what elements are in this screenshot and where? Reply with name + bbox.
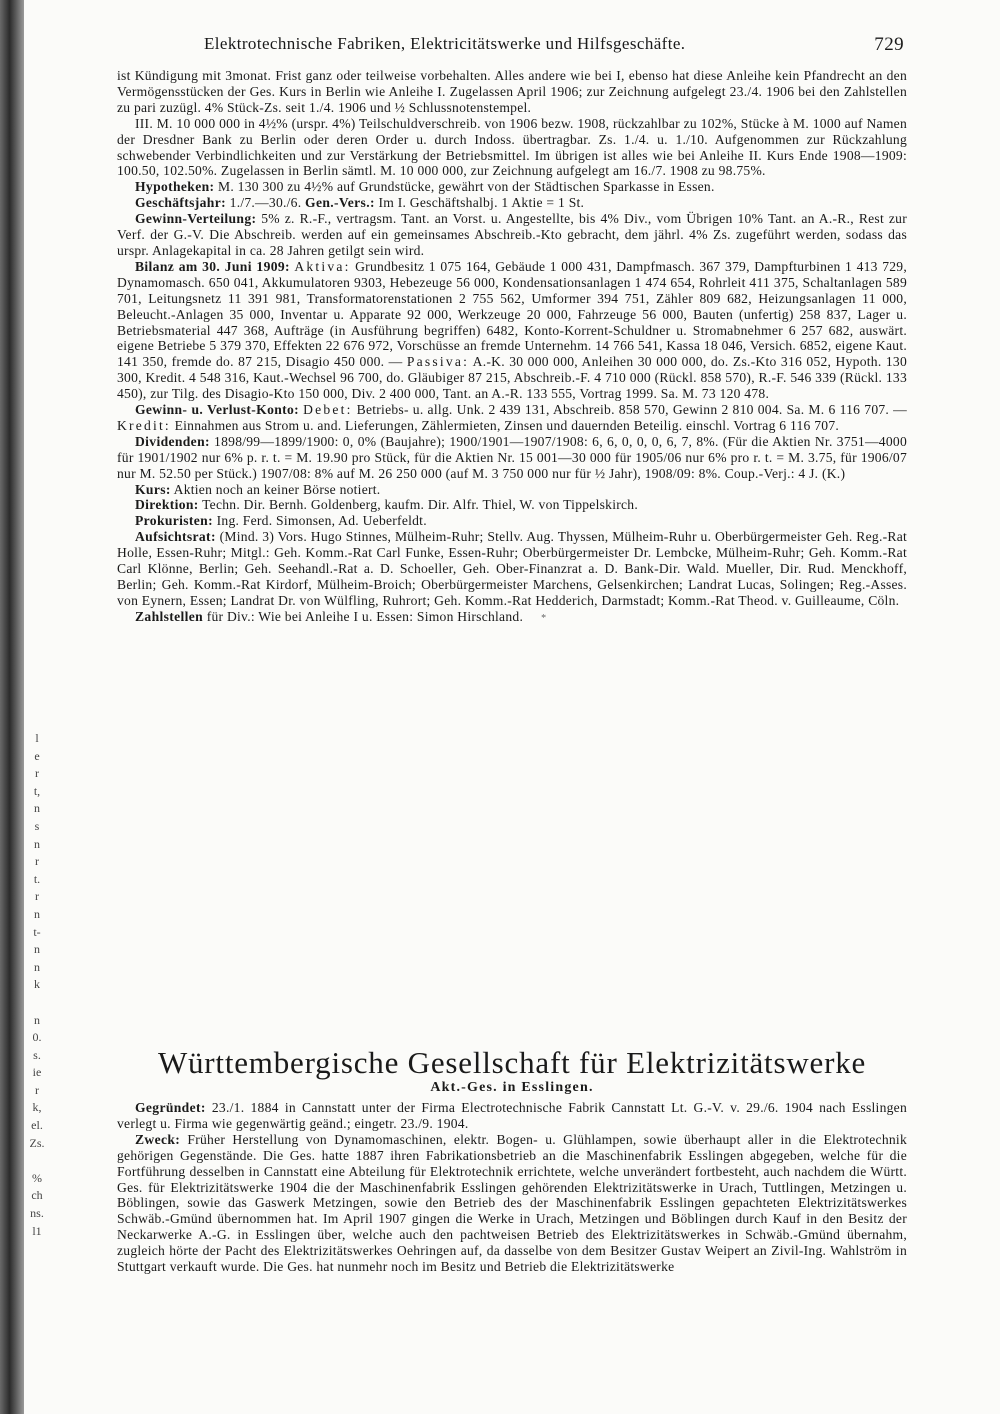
kurs-section xyxy=(117,482,907,498)
margin-fragment: n xyxy=(34,906,40,921)
margin-fragment: n xyxy=(34,1012,40,1027)
margin-fragment: t, xyxy=(33,783,41,798)
margin-fragment: k xyxy=(34,977,40,992)
gen-vers-text: Im I. Geschäftshalbj. 1 Aktie = 1 St. xyxy=(378,195,585,211)
margin-fragment: r xyxy=(35,766,39,781)
margin-fragment: r xyxy=(35,1082,39,1097)
dividenden-label: Dividenden: xyxy=(135,433,210,449)
prokuristen-label: Prokuristen: xyxy=(135,513,213,529)
margin-fragment: t- xyxy=(33,924,41,939)
margin-fragment: ie xyxy=(32,1065,42,1080)
company-entry-continued xyxy=(117,68,907,627)
margin-fragment: % xyxy=(32,1170,42,1185)
gegruendet-section xyxy=(117,1100,907,1132)
margin-fragment: 0. xyxy=(32,1030,42,1045)
previous-page-margin xyxy=(26,730,48,1240)
hypotheken-section xyxy=(117,179,907,195)
direktion-section xyxy=(117,497,907,513)
gewinn-verlust-section xyxy=(117,402,907,434)
section-title: Württembergische Gesellschaft für Elektrizitätswerke xyxy=(157,1045,867,1080)
margin-fragment: l1 xyxy=(32,1223,42,1238)
page-number: 729 xyxy=(874,34,904,55)
hypotheken-text: M. 130 300 zu 4½% auf Grundstücke, gewährt von der Städtischen Sparkasse in Essen. xyxy=(218,179,715,195)
asterisk-mark-icon: * xyxy=(541,612,547,624)
book-binding-edge xyxy=(0,0,24,1414)
zweck-label: Zweck: xyxy=(135,1131,181,1147)
bilanz-label: Bilanz am 30. Juni 1909: xyxy=(135,258,290,274)
gegruendet-label: Gegründet: xyxy=(135,1100,206,1115)
gewinn-verteilung-label: Gewinn-Verteilung: xyxy=(135,211,257,227)
aufsichtsrat-label: Aufsichtsrat: xyxy=(135,529,216,545)
gen-vers-label: Gen.-Vers.: xyxy=(305,195,375,211)
margin-fragment: n xyxy=(34,801,40,816)
margin-fragment xyxy=(26,1152,48,1170)
bond-paragraph-2: ist Kündigung mit 3monat. Frist ganz oder teilweise vorbehalten. Alles andere wie bei I, ebenso hat diese Anleihe kein Pfandrecht an den Vermögensstücken der Ges. Kurs in Berlin wie Anleihe I. Zugelassen April 1906; zur Zeichnung aufgelegt 23./4. 1906 bei den Zahlstellen zu pari zuzügl. 4% Stück-Zs. seit 1./4. 1906 und ½ Schlussnotenstempel. xyxy=(117,68,907,115)
margin-fragment: t. xyxy=(33,871,41,886)
prokuristen-section xyxy=(117,513,907,529)
margin-fragment: r xyxy=(35,854,39,869)
gegruendet-text: 23./1. 1884 in Cannstatt unter der Firma Electrotechnische Fabrik Cannstatt Lt. G.-V. v. 29./6. 1904 nach Esslingen verlegt u. Firma wie gegenwärtig geänd.; eingetr. 23./9. 1904. xyxy=(117,1100,907,1131)
gewinn-verlust-label: Gewinn- u. Verlust-Konto: xyxy=(135,402,300,418)
prokuristen-text: Ing. Ferd. Simonsen, Ad. Ueberfeldt. xyxy=(216,513,427,529)
kurs-label: Kurs: xyxy=(135,481,171,497)
kredit-label: Kredit: xyxy=(117,417,171,433)
margin-fragment: k, xyxy=(32,1100,42,1115)
margin-fragment: el. xyxy=(31,1118,43,1133)
geschaeftsjahr-text: 1./7.—30./6. xyxy=(229,195,302,211)
passiva-text: A.-K. 30 000 000, Anleihen 30 000 000, do. Zs.-Kto 316 052, Hypoth. 130 300, Kredit. 4 548 316, Kaut.-Wechsel 96 700, do. Gläubiger 87 215, Abschreib.-F. 4 710 000 (Rückl. 858 570), R.-F. 546 339 (Rückl. 133 450), zur Tilg. des Disagio-Kto 150 000, Div. 2 400 000, Tant. an A.-R. 133 555, Vortrag 1999. Sa. M. 73 120 478. xyxy=(117,354,907,402)
aufsichtsrat-text: (Mind. 3) Vors. Hugo Stinnes, Mülheim-Ruhr; Stellv. Aug. Thyssen, Mülheim-Ruhr u. Oberbürgermeister Geh. Reg.-Rat Holle, Essen-Ruhr; Mitgl.: Geh. Komm.-Rat Carl Funke, Essen-Ruhr; Oberbürgermeister Dr. Lembcke, Mülheim-Ruhr; Geh. Komm.-Rat Carl Klönne, Berlin; Geh. Seehandl.-Rat a. D. Schoeller, Geh. Ober-Finanzrat a. D. Bank-Dir. Wald. Mueller, Dir. Rud. Menckhoff, Berlin; Geh. Komm.-Rat Kirdorf, Mülheim-Broich; Oberbürgermeister Marchens, Gelsenkirchen; Landrat Lucas, Solingen; Reg.-Asses. von Eynern, Essen; Landrat Dr. von Wülfling, Ruhrort; Geh. Komm.-Rat Hedderich, Darmstadt; Komm.-Rat Theod. v. Guilleaume, Cöln. xyxy=(117,529,908,608)
margin-fragment: r xyxy=(35,889,39,904)
debet-text: Betriebs- u. allg. Unk. 2 439 131, Abschreib. 858 570, Gewinn 2 810 004. Sa. M. 6 116 707. — xyxy=(356,402,907,418)
geschaeftsjahr-label: Geschäftsjahr: xyxy=(135,195,226,211)
zweck-section xyxy=(117,1132,907,1275)
margin-fragment: ns. xyxy=(30,1206,44,1221)
margin-fragment: n xyxy=(34,942,40,957)
running-title: Elektrotechnische Fabriken, Elektricitätswerke und Hilfsgeschäfte. xyxy=(204,34,686,53)
margin-fragment: s xyxy=(34,818,40,833)
zahlstellen-text: für Div.: Wie bei Anleihe I u. Essen: Simon Hirschland. xyxy=(206,608,524,624)
dividenden-text: 1898/99—1899/1900: 0, 0% (Baujahre); 1900/1901—1907/1908: 6, 6, 0, 0, 0, 6, 7, 8%. (Für die Aktien Nr. 3751—4000 für 1901/1902 nur 6% p. r. t. = M. 19.90 pro Stück, für die Aktien Nr. 15 001—30 000 für 1905/06 nur 6% pro r. t. = M. 3.75, für 1906/07 nur M. 52.50 per Stück.) 1907/08: 8% auf M. 26 250 000 (auf M. 3 750 000 nur für ½ Jahr), 1908/09: 8%. Coup.-Verj.: 4 J. (K.) xyxy=(117,433,907,481)
margin-fragment: n xyxy=(34,959,40,974)
kredit-text: Einnahmen aus Strom u. and. Lieferungen, Zählermieten, Zinsen und dauernden Beteilig. einschl. Vortrag 6 116 707. xyxy=(174,417,840,433)
zweck-text: Früher Herstellung von Dynamomaschinen, elektr. Bogen- u. Glühlampen, sowie überhaupt aller in die Elektrotechnik gehörigen Gegenstände. Die Ges. hatte 1887 ihren Fabrikationsbetrieb an die Maschinenfabrik Esslingen abgegeben, welche für die Fortführung desselben in Cannstatt eine Abteilung für Elektrotechnik errichtete, welche unverändert fortbesteht, auch nachdem die Württ. Ges. für Elektrizitätswerke 1904 die der Maschinenfabrik Esslingen gehörenden Elektrizitätswerke in Urach, Tuttlingen, Metzingen u. Böblingen, sowie das Gaswerk Metzingen, sowie den Betrieb des der Maschinenfabrik Esslingen gepachteten Elektrizitätswerkes Schwäb.-Gmünd übernommen hat. Im April 1907 gingen die Werke in Urach, Metzingen und Böblingen durch Kauf in den Besitz der Neckarwerke A.-G. in Esslingen über, welche auch den pachtweisen Betrieb des Elektrizitätswerkes in Schwäb.-Gmünd übernahm, zugleich hörte der Pacht des Elektrizitätswerkes Oehringen auf, da dasselbe von dem Besitzer Gustav Weipert an Zivil-Ing. Wahlström in Stuttgart verkauft wurde. Die Ges. hat nunmehr noch im Besitz und Betrieb die Elektrizitätswerke xyxy=(117,1131,907,1275)
bond-paragraph-3: III. M. 10 000 000 in 4½% (urspr. 4%) Teilschuldverschreib. von 1906 bezw. 1908, rückzahlbar zu 102%, Stücke à M. 1000 auf Namen der Dresdner Bank zu Berlin oder deren Order u. durch Indoss. übertragbar. Zs. 1./4. u. 1./10. Aufgenommen zur Rückzahlung schwebender Verbindlichkeiten und zur Verstärkung der Betriebsmittel. Im übrigen ist alles wie bei Anleihe II. Kurs Ende 1908—1909: 100.50, 102.50%. Zugelassen in Berlin sämtl. M. 10 000 000, zur Zeichnung aufgelegt am 16./7. 1908 zu 98.75%. xyxy=(117,115,907,179)
aufsichtsrat-section xyxy=(117,529,907,609)
margin-fragment: l xyxy=(35,731,39,745)
dividenden-section xyxy=(117,434,907,482)
zahlstellen-label: Zahlstellen xyxy=(135,608,204,624)
geschaeftsjahr-section xyxy=(117,195,907,211)
zahlstellen-section xyxy=(117,609,907,627)
gewinn-verteilung-text: 5% z. R.-F., vertragsm. Tant. an Vorst. u. Angestellte, bis 4% Div., vom Übrigen 10% Tant. an A.-R., Rest zur Verf. der G.-V. Die Abschreib. werden auf ein gemeinsames Abschreib.-Kto gebracht, dem jährl. 4% Zs. zugeführt werden, sodass das urspr. Anlagekapital in ca. 28 Jahren getilgt sein wird. xyxy=(117,211,907,258)
bilanz-section xyxy=(117,259,907,402)
hypotheken-label: Hypotheken: xyxy=(135,179,215,195)
margin-fragment: s. xyxy=(33,1047,41,1062)
running-header xyxy=(204,34,904,56)
margin-fragment: ch xyxy=(31,1188,43,1203)
new-company-entry xyxy=(117,1100,907,1275)
aktiva-label: Aktiva: xyxy=(294,258,351,274)
section-subtitle: Akt.-Ges. in Esslingen. xyxy=(430,1080,594,1095)
margin-fragment: Zs. xyxy=(29,1135,45,1150)
gewinn-verteilung-section xyxy=(117,211,907,259)
margin-fragment: n xyxy=(34,836,40,851)
direktion-text: Techn. Dir. Bernh. Goldenberg, kaufm. Dir. Alfr. Thiel, W. von Tippelskirch. xyxy=(202,497,638,513)
direktion-label: Direktion: xyxy=(135,497,199,513)
margin-fragment: e xyxy=(34,748,40,763)
margin-fragment xyxy=(26,994,48,1012)
aktiva-text: Grundbesitz 1 075 164, Gebäude 1 000 431, Dampfmasch. 367 379, Dampfturbinen 1 413 729, Dynamomasch. 650 041, Akkumulatoren 9303, Hebezeuge 56 000, Kondensationsanlagen 1 474 654, Rohrleit 411 375, Schaltanlagen 589 701, Leitungsnetz 11 391 981, Transformatorenstationen 2 755 562, Umformer 394 751, Zähler 809 682, Heizungsanlagen 11 000, Beleucht.-Anlagen 35 000, Inventar u. Apparate 92 000, Werkzeuge 20 000, Fahrzeuge 56 000, Bauten (unfertig) 258 837, Lager u. Betriebsmaterial 447 368, Aufträge (in Ausführung begriffen) 6482, Konto-Korrent-Schuldner u. Stromabnehmer 6 257 682, auswärt. eigene Betriebe 5 379 370, Effekten 22 676 972, Vorschüsse an fremde Unternehm. 14 766 541, Kassa 18 046, Versich. 6852, eigene Kaut. 141 350, fremde do. 87 215, Disagio 450 000. — xyxy=(117,258,907,370)
kurs-text: Aktien noch an keiner Börse notiert. xyxy=(173,481,381,497)
debet-label: Debet: xyxy=(303,402,353,418)
passiva-label: Passiva: xyxy=(406,354,470,370)
